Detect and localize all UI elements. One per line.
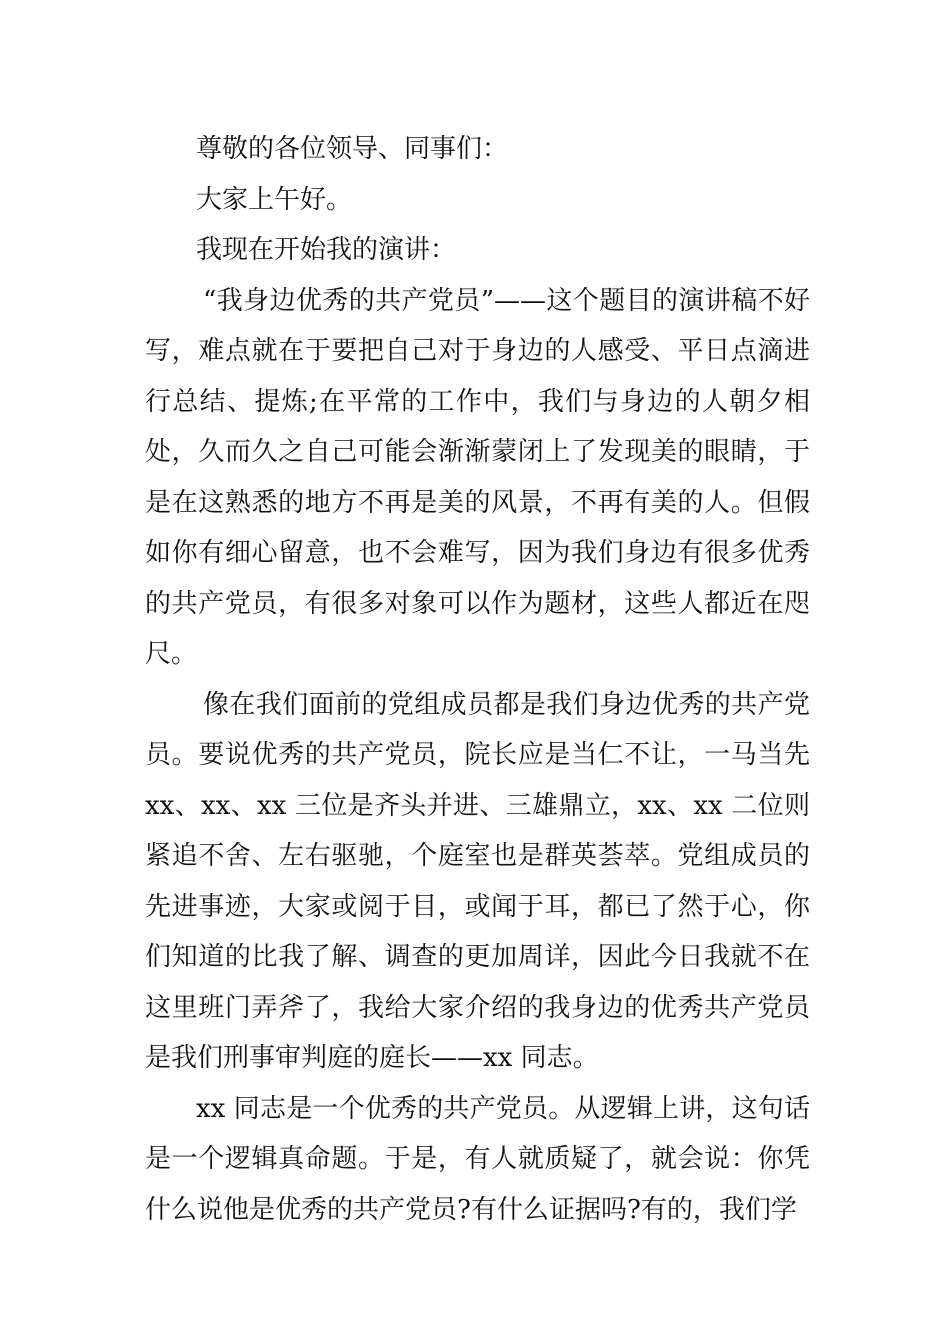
paragraph-salutation: 尊敬的各位领导、同事们： [196, 134, 509, 164]
speech-body [145, 124, 810, 1235]
paragraph-opening: 我现在开始我的演讲： [196, 235, 457, 265]
paragraph-xx-comrade: xx 同志是一个优秀的共产党员。从逻辑上讲，这句话是一个逻辑真命题。于是，有人就质疑了，就会说：你凭什么说他是优秀的共产党员?有什么证据吗?有的，我们学 [145, 1093, 810, 1225]
paragraph-topic: “我身边优秀的共产党员”——这个题目的演讲稿不好写，难点就在于要把自己对于身边的人感受、平日点滴进行总结、提炼;在平常的工作中，我们与身边的人朝夕相处，久而久之自己可能会渐渐蒙闭上了发现美的眼睛，于是在这熟悉的地方不再是美的风景，不再有美的人。但假如你有细心留意，也不会难写，因为我们身边有很多优秀的共产党员，有很多对象可以作为题材，这些人都近在咫尺。 [145, 285, 810, 669]
paragraph-greeting: 大家上午好。 [196, 184, 353, 215]
paragraph-party-members: 像在我们面前的党组成员都是我们身边优秀的共产党员。要说优秀的共产党员，院长应是当仁不让，一马当先 xx、xx、xx 三位是齐头并进、三雄鼎立，xx、xx 二位则紧追不舍、左右驱驰，个庭室也是群英荟萃。党组成员的先进事迹，大家或阅于目，或闻于耳，都已了然于心，你们知道的比我了解、调查的更加周详，因此今日我就不在这里班门弄斧了，我给大家介绍的我身边的优秀共产党员是我们刑事审判庭的庭长——xx 同志。 [145, 689, 810, 1073]
